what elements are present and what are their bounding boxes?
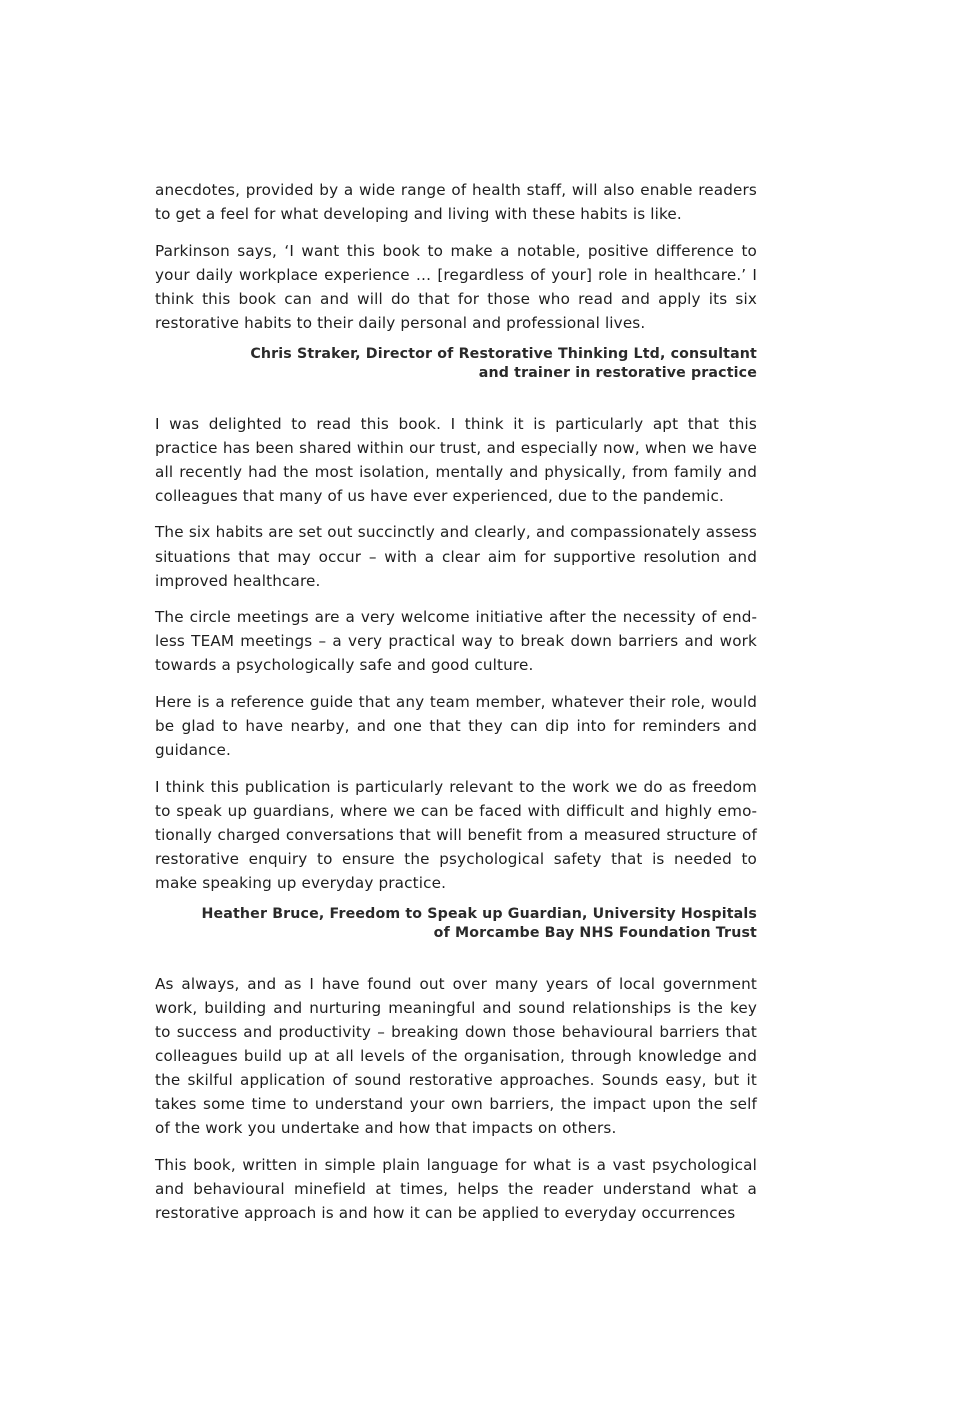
- endorsement-2: [155, 412, 757, 944]
- endorsement-paragraph: The six habits are set out succinctly and clearly, and compassionately assess situations that may occur – with a clear aim for supportive resolution and improved healthcare.: [155, 523, 757, 590]
- book-page: [155, 178, 757, 1238]
- endorsement-paragraph: The circle meetings are a very welcome initiative after the necessity of endless TEAM meetings – a very practical way to break down barriers and work towards a psychologically safe and good culture.: [155, 608, 757, 675]
- endorsement-paragraph: I think this publication is particularly relevant to the work we do as freedom to speak up guardians, where we can be faced with difficult and highly emotionally charged conversations that will benefit from a measured structure of restorative enquiry to ensure the psychological safety that is needed to make speaking up everyday practice.: [155, 777, 757, 893]
- endorsement-paragraph: As always, and as I have found out over many years of local government work, building and nurturing meaningful and sound relationships is the key to success and productivity – breaking down those behavioural barriers that colleagues build up at all levels of the organisation, through knowledge and the skilful application of sound restorative approaches. Sounds easy, but it takes some time to understand your own barriers, the impact upon the self of the work you undertake and how that impacts on others.: [155, 974, 757, 1138]
- endorsement-3: [155, 972, 757, 1225]
- endorsement-paragraph: Parkinson says, ‘I want this book to make a notable, positive difference to your daily workplace experience … [regardless of your] role in healthcare.’ I think this book can and will do that for those who read and apply its six restorative habits to their daily personal and professional lives.: [155, 241, 757, 332]
- attribution-line: of Morcambe Bay NHS Foundation Trust: [433, 925, 757, 942]
- endorsement-attribution: [155, 345, 757, 384]
- endorsement-paragraph: anecdotes, provided by a wide range of health staff, will also enable readers to get a feel for what developing and living with these habits is like.: [155, 181, 757, 224]
- endorsement-1: [155, 178, 757, 384]
- attribution-line: Heather Bruce, Freedom to Speak up Guardian, University Hospitals: [201, 905, 757, 922]
- attribution-line: Chris Straker, Director of Restorative Thinking Ltd, consultant: [250, 345, 757, 362]
- endorsement-paragraph: Here is a reference guide that any team member, whatever their role, would be glad to have nearby, and one that they can dip into for reminders and guidance.: [155, 693, 757, 760]
- endorsement-paragraph: This book, written in simple plain language for what is a vast psychological and behavioural minefield at times, helps the reader understand what a restorative approach is and how it can be applied to everyday occurrences: [155, 1155, 757, 1223]
- endorsement-attribution: [155, 905, 757, 944]
- attribution-line: and trainer in restorative practice: [478, 365, 757, 382]
- endorsement-paragraph: I was delighted to read this book. I think it is particularly apt that this practice has been shared within our trust, and especially now, when we have all recently had the most isolation, mentally and physically, from family and colleagues that many of us have ever experienced, due to the pandemic.: [155, 414, 757, 505]
